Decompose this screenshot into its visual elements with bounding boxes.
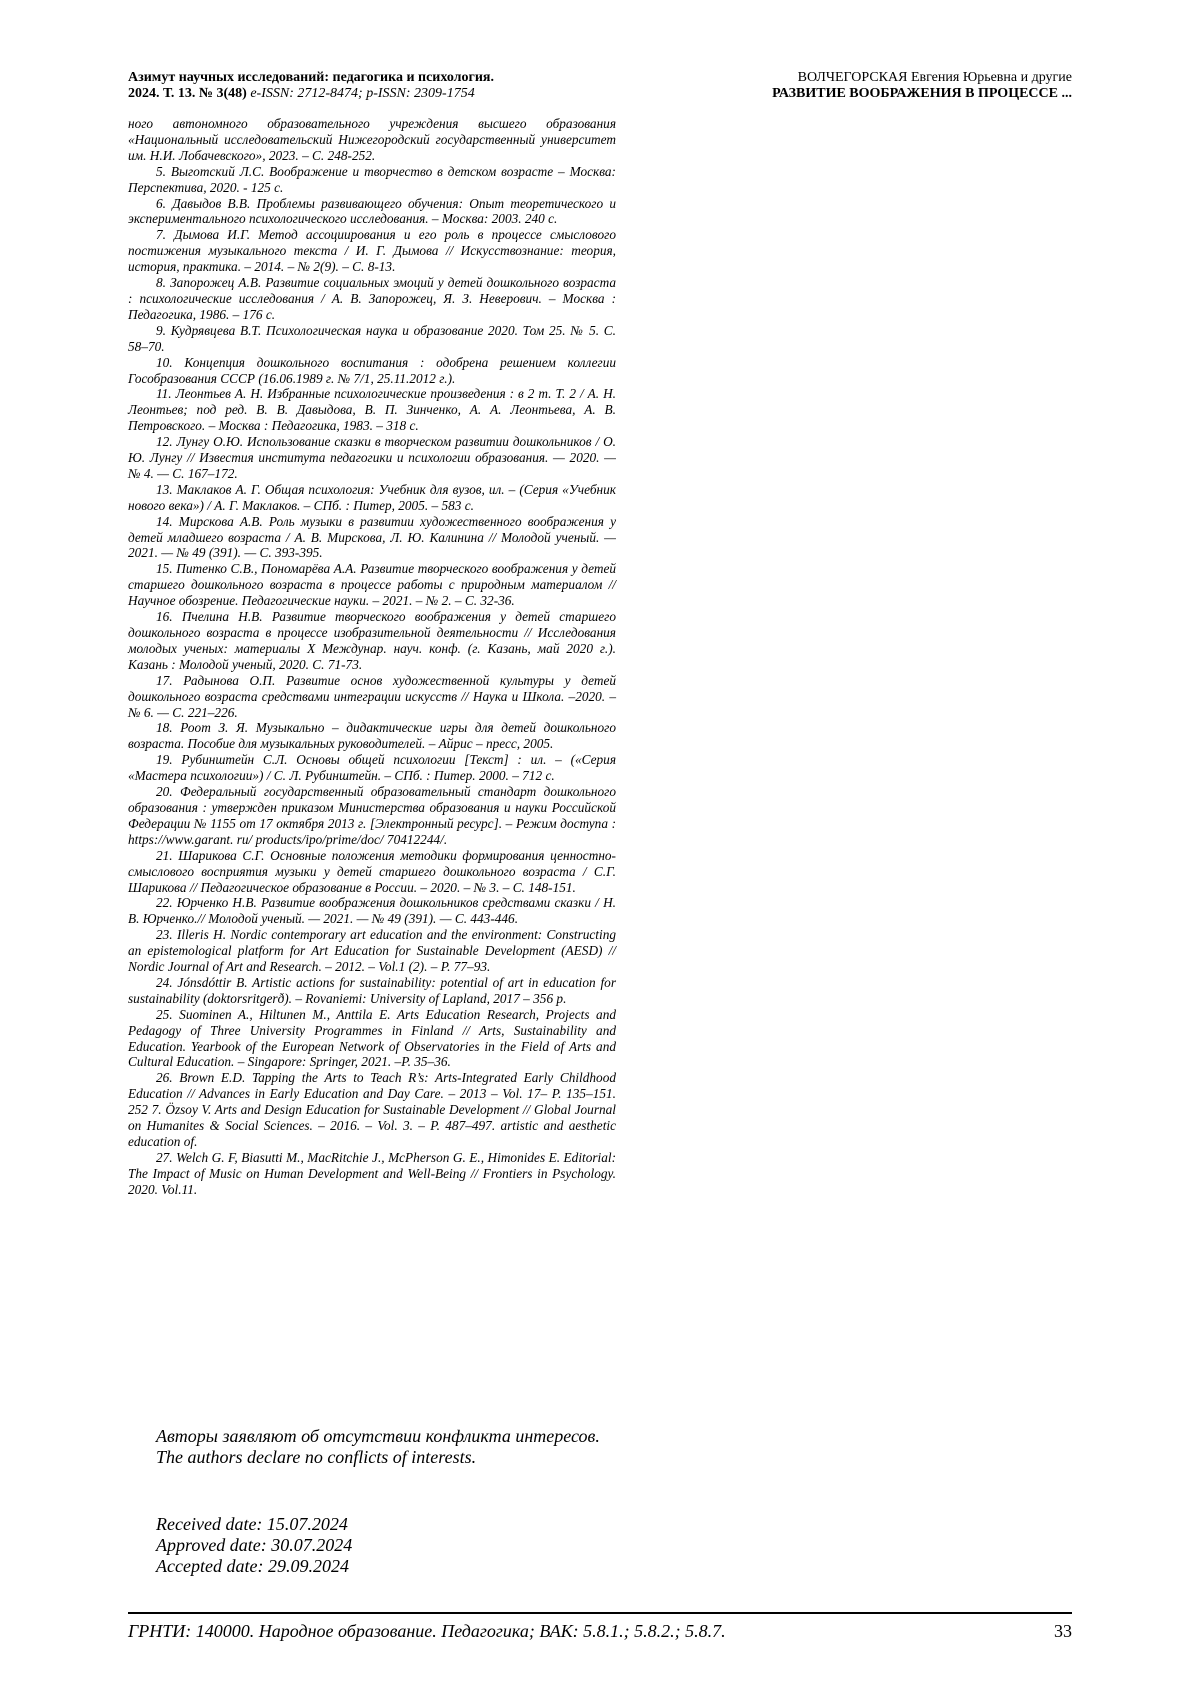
- conflict-declaration-ru: Авторы заявляют об отсутствии конфликта интересов.: [156, 1426, 600, 1446]
- article-title: РАЗВИТИЕ ВООБРАЖЕНИЯ В ПРОЦЕССЕ ...: [772, 86, 1072, 101]
- article-header: [612, 70, 1072, 102]
- journal-title: Азимут научных исследований: педагогика и психология.: [128, 70, 495, 85]
- reference-item: 18. Роот З. Я. Музыкально – дидактические игры для детей дошкольного возраста. Пособие для музыкальных руководителей. – Айрис – пресс, 2005.: [128, 720, 616, 752]
- reference-item: 6. Давыдов В.В. Проблемы развивающего обучения: Опыт теоретического и экспериментального психологического исследования. – Москва: 2003. 240 с.: [128, 195, 616, 227]
- reference-item: 22. Юрченко Н.В. Развитие воображения дошкольников средствами сказки / Н. В. Юрченко.// Молодой ученый. — 2021. — № 49 (391). — С. 443-446.: [128, 895, 616, 927]
- reference-item: 8. Запорожец А.В. Развитие социальных эмоций у детей дошкольного возраста : психологические исследования / А. В. Запорожец, Я. З. Неверович. – Москва : Педагогика, 1986. – 176 с.: [128, 275, 616, 322]
- accepted-date: Accepted date: 29.09.2024: [156, 1556, 349, 1576]
- journal-issue: [128, 86, 688, 102]
- article-dates: [156, 1514, 352, 1577]
- reference-item: 16. Пчелина Н.В. Развитие творческого воображения у детей старшего дошкольного возраста в процессе изобразительной деятельности // Исследования молодых ученых: материалы X Междунар. науч. конф. (г. Казань, май 2020 г.). Казань : Молодой ученый, 2020. С. 71-73.: [128, 609, 616, 672]
- reference-item: 15. Питенко С.В., Пономарёва А.А. Развитие творческого воображения у детей старшего дошкольного возраста в процессе работы с природным материалом // Научное обозрение. Педагогические науки. – 2021. – № 2. – С. 32-36.: [128, 561, 616, 609]
- conflict-declaration: [128, 1426, 616, 1468]
- footer-classification: ГРНТИ: 140000. Народное образование. Педагогика; ВАК: 5.8.1.; 5.8.2.; 5.8.7.: [128, 1621, 726, 1641]
- reference-item: 24. Jónsdóttir B. Artistic actions for sustainability: potential of art in education for sustainability (doktorsritgerð). – Rovaniemi: University of Lapland, 2017 – 356 p.: [128, 974, 616, 1006]
- journal-header: [128, 70, 688, 102]
- reference-item: 26. Brown E.D. Tapping the Arts to Teach R’s: Arts-Integrated Early Childhood Education // Advances in Early Education and Day Care. – 2013 – Vol. 17– P. 135–151. 252 7. Özsoy V. Arts and Design Education for Sustainable Development // Global Journal on Humanites & Social Sciences. – 2016. – Vol. 3. – P. 487–497. artistic and aesthetic education of.: [128, 1070, 616, 1149]
- approved-date: Approved date: 30.07.2024: [156, 1535, 353, 1555]
- reference-item: 21. Шарикова С.Г. Основные положения методики формирования ценностно-смыслового восприятия музыки у детей старшего дошкольного возраста / С.Г. Шарикова // Педагогическое образование в России. – 2020. – № 3. – С. 148-151.: [128, 847, 616, 895]
- reference-item: 17. Радынова О.П. Развитие основ художественной культуры у детей дошкольного возраста средствами интеграции искусств // Наука и Школа. –2020. –№ 6. — С. 221–226.: [128, 672, 616, 720]
- received-date: Received date: 15.07.2024: [156, 1514, 348, 1534]
- journal-issn: e-ISSN: 2712-8474; p-ISSN: 2309-1754: [246, 86, 475, 101]
- reference-item: 14. Мирскова А.В. Роль музыки в развитии художественного воображения у детей младшего возраста / А. В. Мирскова, Л. Ю. Калинина // Молодой ученый. — 2021. — № 49 (391). — С. 393-395.: [128, 513, 616, 561]
- reference-item: 10. Концепция дошкольного воспитания : одобрена решением коллегии Гособразования СССР (16.06.1989 г. № 7/1, 25.11.2012 г.).: [128, 354, 616, 386]
- conflict-declaration-en: The authors declare no conflicts of interests.: [156, 1447, 477, 1467]
- footer-divider: [128, 1612, 1072, 1614]
- reference-item: ного автономного образовательного учреждения высшего образования «Национальный исследовательский Нижегородский государственный университет им. Н.И. Лобачевского», 2023. – С. 248-252.: [128, 116, 616, 163]
- reference-item: 7. Дымова И.Г. Метод ассоциирования и его роль в процессе смыслового постижения музыкального текста / И. Г. Дымова // Искусствознание: теория, история, практика. – 2014. – № 2(9). – С. 8-13.: [128, 227, 616, 275]
- reference-item: 27. Welch G. F, Biasutti M., MacRitchie J., McPherson G. E., Himonides E. Editorial: The Impact of Music on Human Development and Well-Being // Frontiers in Psychology. 2020. Vol.11.: [128, 1149, 616, 1197]
- article-authors: ВОЛЧЕГОРСКАЯ Евгения Юрьевна и другие: [797, 70, 1072, 85]
- page-number: 33: [1054, 1621, 1072, 1641]
- reference-item: 9. Кудрявцева В.Т. Психологическая наука и образование 2020. Том 25. № 5. С. 58–70.: [128, 322, 616, 354]
- reference-item: 13. Маклаков А. Г. Общая психология: Учебник для вузов, ил. – (Серия «Учебник нового века») / А. Г. Маклаков. – СПб. : Питер, 2005. – 583 с.: [128, 481, 616, 513]
- reference-item: 19. Рубинштейн С.Л. Основы общей психологии [Текст] : ил. – («Серия «Мастера психологии») / С. Л. Рубинштейн. – СПб. : Питер. 2000. – 712 с.: [128, 752, 616, 784]
- journal-volume: 2024. Т. 13. № 3(48): [128, 86, 247, 101]
- reference-item: 20. Федеральный государственный образовательный стандарт дошкольного образования : утвержден приказом Министерства образования и науки Российской Федерации № 1155 от 17 октября 2013 г. [Электронный ресурс]. – Режим доступа : https://www.garant. ru/ products/ipo/prime/doc/ 70412244/.: [128, 784, 616, 847]
- reference-item: 23. Illeris H. Nordic contemporary art education and the environment: Constructing an epistemological platform for Art Education for Sustainable Development (AESD) // Nordic Journal of Art and Research. – 2012. – Vol.1 (2). – P. 77–93.: [128, 927, 616, 975]
- reference-item: 11. Леонтьев А. Н. Избранные психологические произведения : в 2 т. Т. 2 / А. Н. Леонтьев; под ред. В. В. Давыдова, В. П. Зинченко, А. А. Леонтьева, А. В. Петровского. – Москва : Педагогика, 1983. – 318 с.: [128, 386, 616, 434]
- reference-item: 25. Suominen A., Hiltunen M., Anttila E. Arts Education Research, Projects and Pedagogy of Three University Programmes in Finland // Arts, Sustainability and Education. Yearbook of the European Network of Observatories in the Field of Arts and Cultural Education. – Singapore: Springer, 2021. –P. 35–36.: [128, 1006, 616, 1070]
- reference-list: [128, 116, 616, 1198]
- reference-item: 12. Лунгу О.Ю. Использование сказки в творческом развитии дошкольников / О. Ю. Лунгу // Известия института педагогики и психологии образования. — 2020. — № 4. — С. 167–172.: [128, 434, 616, 481]
- reference-item: 5. Выготский Л.С. Воображение и творчество в детском возрасте – Москва: Перспектива, 2020. - 125 с.: [128, 163, 616, 195]
